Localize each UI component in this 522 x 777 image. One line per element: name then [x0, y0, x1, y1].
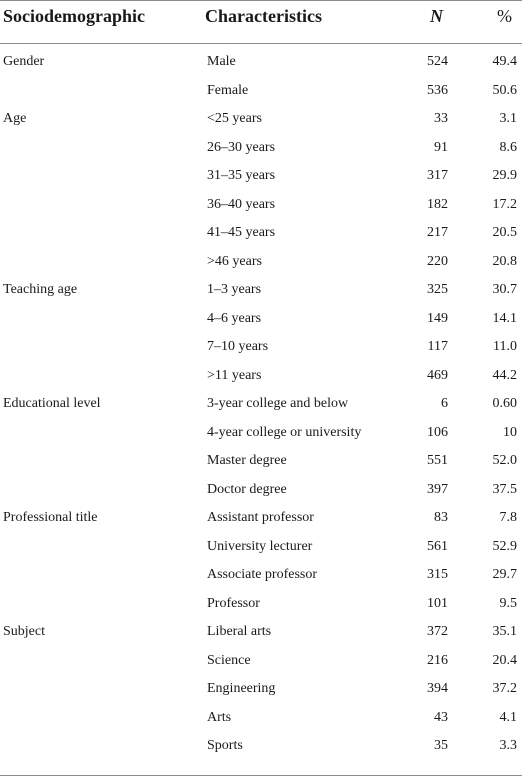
row-characteristic-cell: Arts [207, 709, 232, 725]
row-characteristic-cell: Male [207, 54, 236, 69]
table-row [0, 618, 522, 647]
table-row [0, 219, 522, 248]
row-n-cell: 149 [427, 310, 448, 326]
row-group-cell: Educational level [3, 396, 101, 411]
table-row [0, 77, 522, 106]
table-header-row [0, 0, 522, 43]
table-row [0, 134, 522, 163]
row-characteristic-cell: 26–30 years [207, 139, 276, 155]
row-n-cell: 101 [427, 595, 448, 611]
table-row [0, 276, 522, 305]
row-percent-cell: 3.1 [499, 111, 517, 126]
row-n-cell: 83 [434, 510, 448, 525]
row-n-cell: 469 [427, 367, 448, 383]
row-percent-cell: 3.3 [499, 738, 517, 753]
table-row [0, 533, 522, 562]
row-characteristic-cell: Associate professor [207, 567, 318, 582]
table-row [0, 504, 522, 533]
row-percent-cell: 20.5 [492, 225, 517, 240]
table-row [0, 333, 522, 362]
row-n-cell: 91 [434, 139, 448, 155]
row-percent-cell: 29.7 [492, 567, 517, 582]
row-percent-cell: 10 [503, 424, 517, 440]
table-row [0, 704, 522, 733]
table-row [0, 48, 522, 77]
table-row [0, 390, 522, 419]
row-characteristic-cell: 3-year college and below [207, 396, 349, 411]
table-row [0, 419, 522, 448]
header-n: N [430, 6, 443, 26]
row-characteristic-cell: University lecturer [207, 538, 313, 554]
header-characteristics: Characteristics [205, 6, 322, 26]
row-percent-cell: 44.2 [492, 367, 517, 383]
row-n-cell: 117 [427, 339, 448, 354]
row-group-cell: Teaching age [3, 282, 78, 297]
table-row [0, 105, 522, 134]
row-characteristic-cell: <25 years [207, 111, 262, 126]
table-header-rule [0, 43, 522, 44]
table-bottom-rule [0, 775, 522, 776]
row-n-cell: 315 [427, 567, 448, 582]
row-n-cell: 33 [434, 111, 448, 126]
header-sociodemographic: Sociodemographic [3, 6, 145, 26]
table-row [0, 561, 522, 590]
table-row [0, 647, 522, 676]
row-n-cell: 372 [427, 624, 448, 639]
row-n-cell: 35 [434, 738, 448, 753]
row-characteristic-cell: Engineering [207, 681, 276, 696]
row-n-cell: 216 [427, 652, 448, 668]
row-characteristic-cell: 41–45 years [207, 225, 276, 240]
row-n-cell: 551 [427, 453, 448, 468]
row-percent-cell: 11.0 [493, 339, 517, 354]
row-percent-cell: 8.6 [499, 139, 517, 155]
row-n-cell: 217 [427, 225, 448, 240]
row-n-cell: 325 [427, 282, 448, 297]
table-row [0, 447, 522, 476]
row-characteristic-cell: Sports [207, 738, 243, 753]
row-percent-cell: 7.8 [499, 510, 517, 525]
row-characteristic-cell: >11 years [207, 367, 262, 383]
row-n-cell: 524 [427, 54, 448, 69]
row-n-cell: 43 [434, 709, 448, 725]
row-characteristic-cell: Professor [207, 595, 260, 611]
row-characteristic-cell: Assistant professor [207, 510, 314, 525]
row-characteristic-cell: Master degree [207, 453, 287, 468]
row-characteristic-cell: >46 years [207, 253, 262, 269]
row-n-cell: 394 [427, 681, 448, 696]
row-characteristic-cell: Science [207, 652, 251, 668]
table-row [0, 162, 522, 191]
row-percent-cell: 17.2 [492, 196, 517, 212]
row-n-cell: 106 [427, 424, 448, 440]
row-n-cell: 182 [427, 196, 448, 212]
row-group-cell: Age [3, 111, 27, 126]
header-percent: % [497, 6, 512, 26]
row-percent-cell: 35.1 [492, 624, 517, 639]
table-row [0, 675, 522, 704]
row-percent-cell: 4.1 [499, 709, 517, 725]
row-percent-cell: 37.2 [492, 681, 517, 696]
row-n-cell: 317 [427, 168, 448, 183]
row-characteristic-cell: Female [207, 82, 249, 98]
table-row [0, 248, 522, 277]
row-percent-cell: 9.5 [499, 595, 517, 611]
table-row [0, 590, 522, 619]
row-n-cell: 220 [427, 253, 448, 269]
row-characteristic-cell: 36–40 years [207, 196, 276, 212]
row-percent-cell: 0.60 [492, 396, 517, 411]
row-percent-cell: 20.4 [492, 652, 517, 668]
row-percent-cell: 50.6 [492, 82, 517, 98]
row-n-cell: 6 [441, 396, 448, 411]
row-n-cell: 561 [427, 538, 448, 554]
table-row [0, 191, 522, 220]
row-characteristic-cell: 1–3 years [207, 282, 262, 297]
row-characteristic-cell: 4–6 years [207, 310, 262, 326]
table-row [0, 305, 522, 334]
row-characteristic-cell: 31–35 years [207, 168, 276, 183]
row-group-cell: Gender [3, 54, 45, 69]
row-percent-cell: 14.1 [492, 310, 517, 326]
row-percent-cell: 30.7 [492, 282, 517, 297]
row-n-cell: 397 [427, 481, 448, 497]
row-percent-cell: 29.9 [492, 168, 517, 183]
row-percent-cell: 49.4 [492, 54, 517, 69]
table-row [0, 476, 522, 505]
row-characteristic-cell: Doctor degree [207, 481, 287, 497]
row-group-cell: Subject [3, 624, 45, 639]
table-body [0, 48, 522, 761]
table-row [0, 362, 522, 391]
row-n-cell: 536 [427, 82, 448, 98]
row-percent-cell: 52.9 [492, 538, 517, 554]
row-percent-cell: 20.8 [492, 253, 517, 269]
row-percent-cell: 37.5 [492, 481, 517, 497]
table-row [0, 732, 522, 761]
row-characteristic-cell: 4-year college or university [207, 424, 362, 440]
row-characteristic-cell: Liberal arts [207, 624, 272, 639]
row-group-cell: Professional title [3, 510, 98, 525]
row-percent-cell: 52.0 [492, 453, 517, 468]
row-characteristic-cell: 7–10 years [207, 339, 269, 354]
